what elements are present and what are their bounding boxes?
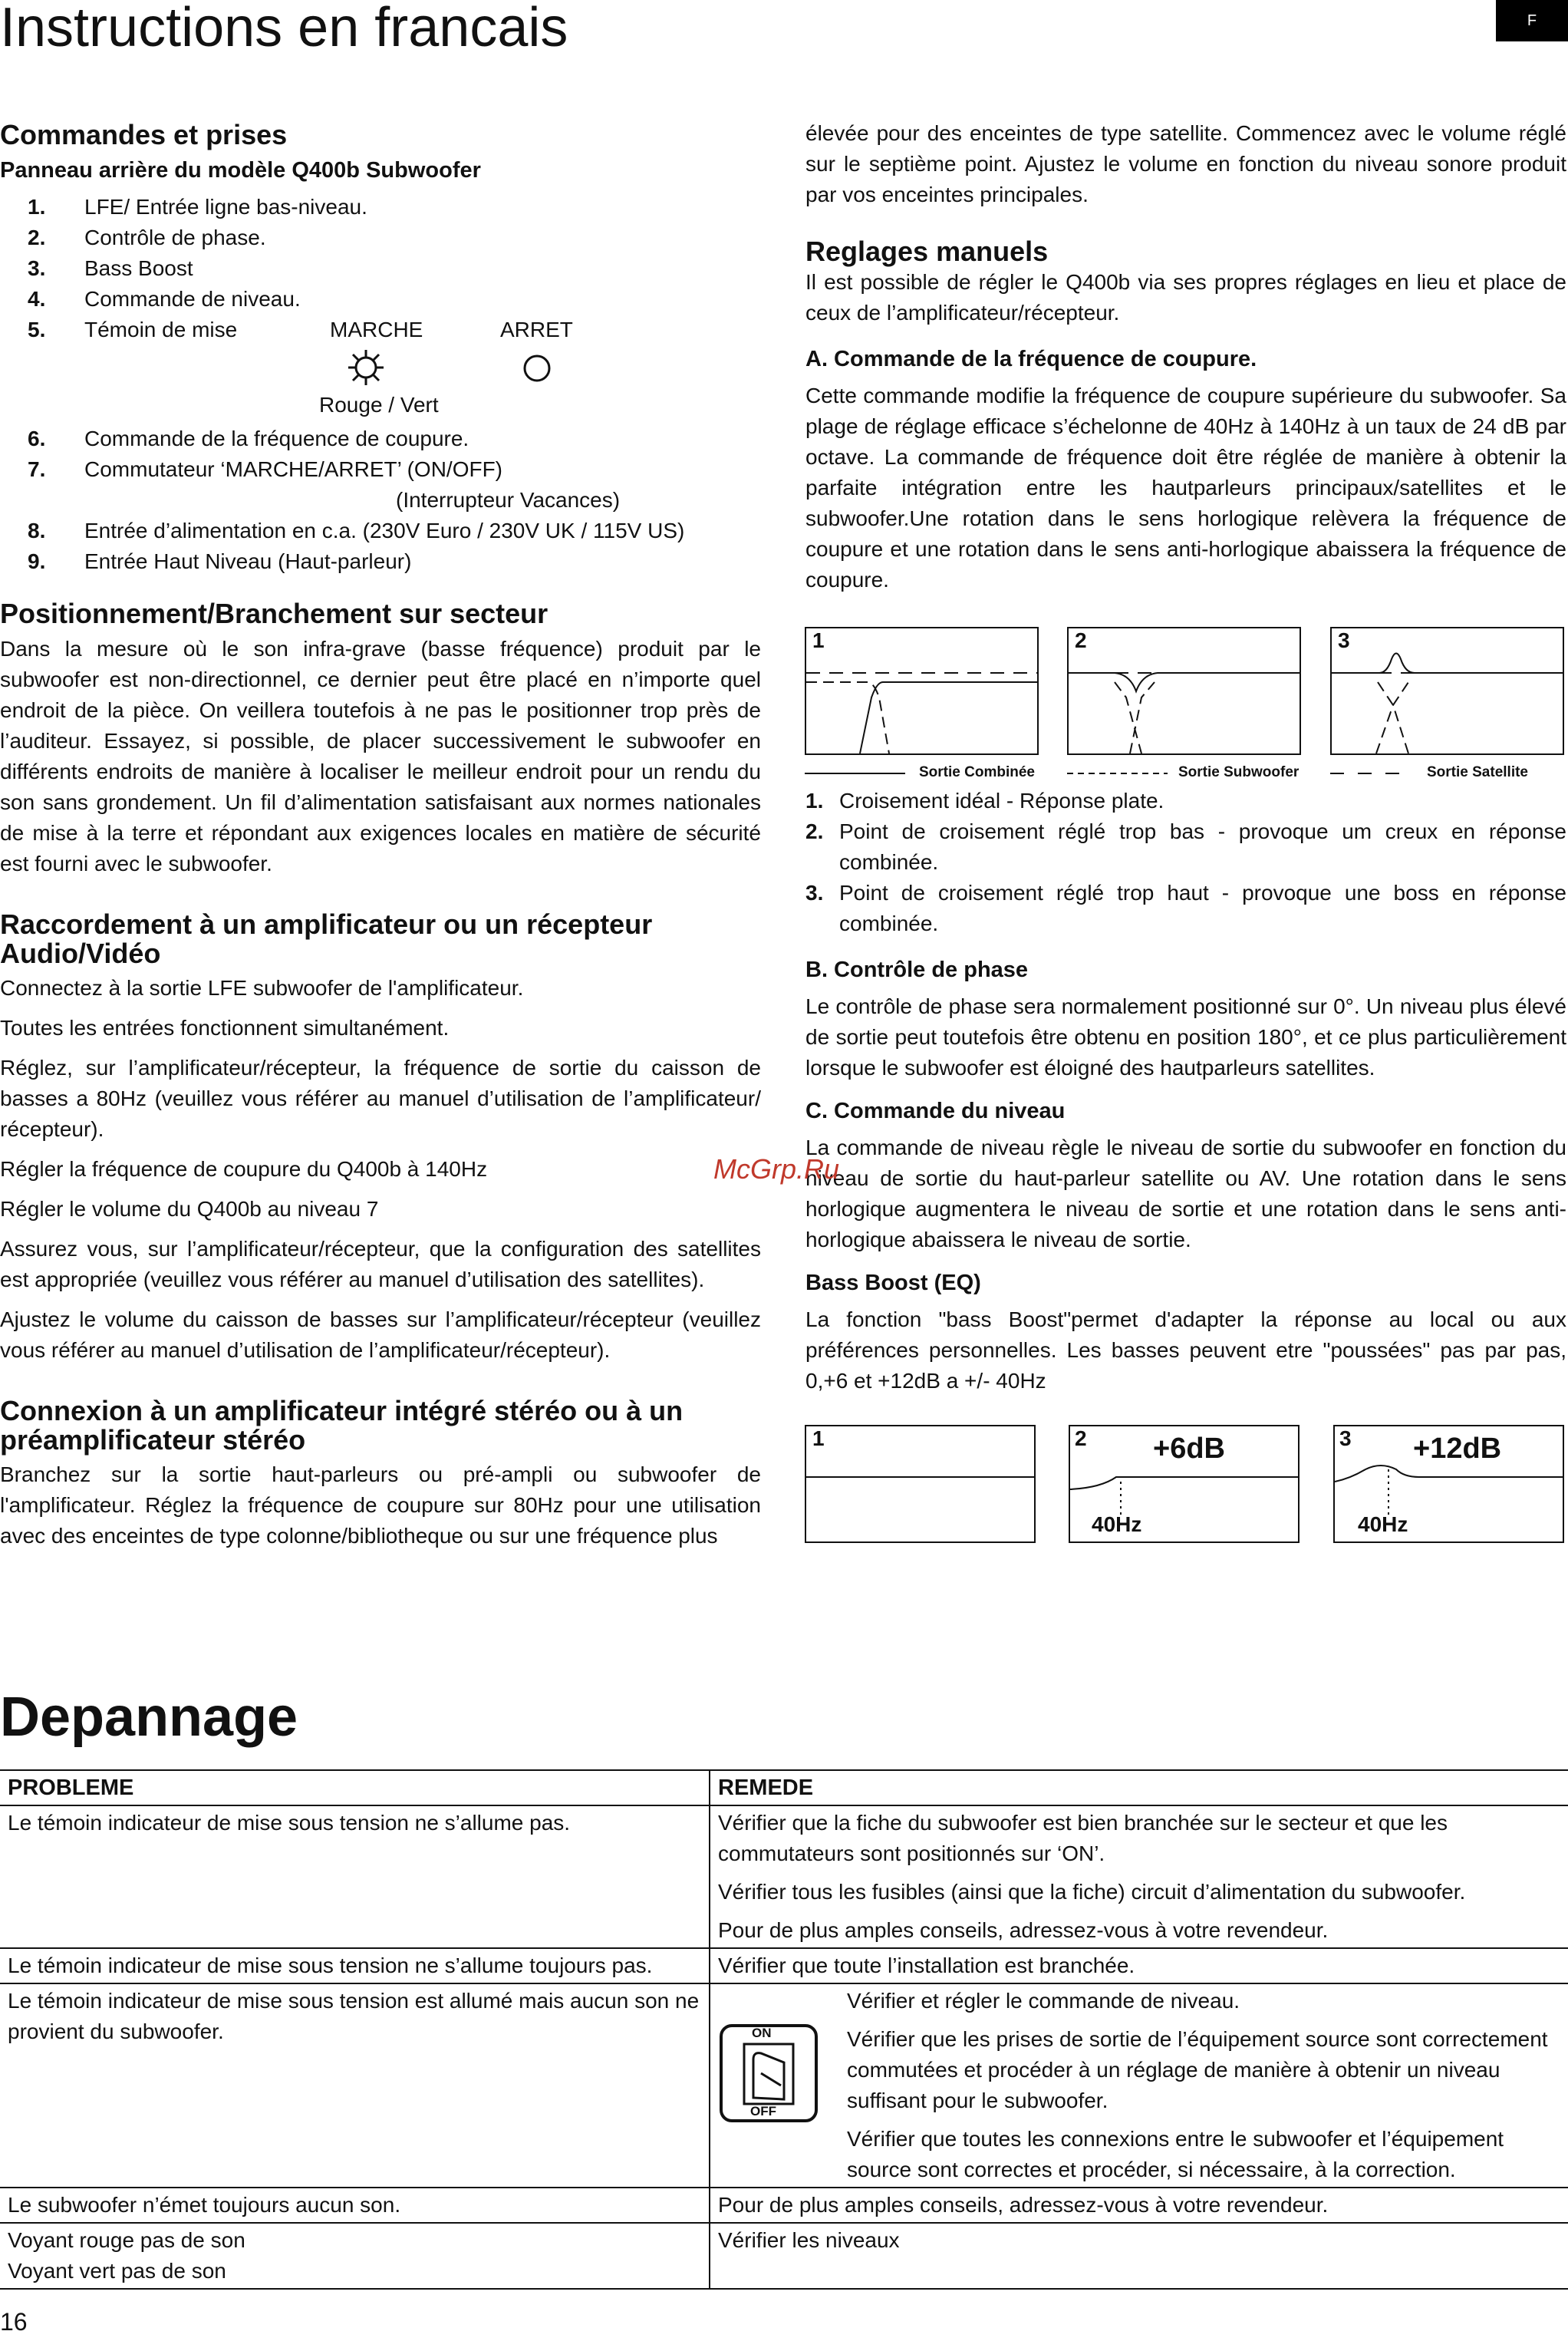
list-number: 7. xyxy=(28,457,46,481)
led-on-icon xyxy=(345,348,387,387)
list-text: Commutateur ‘MARCHE/ARRET’ (ON/OFF) xyxy=(84,457,503,481)
level-text: La commande de niveau règle le niveau de sortie du subwoofer en fonction du niveau de sortie du haut-parleur satellite ou AV. Une rotation dans le sens horlogique augmentera le niveau de sortie et une rotation dans le sens anti-horlogique abaissera le niveau de sortie. xyxy=(805,1136,1566,1251)
controls-list-b xyxy=(0,424,761,485)
bass-boost-text: La fonction "bass Boost"permet d'adapter la réponse au local ou aux préférences personnelles. Les basses peuvent etre "poussées" pas par pas, 0,+6 et +12dB a +/- 40Hz xyxy=(805,1307,1566,1393)
list-item xyxy=(805,786,1566,816)
av-paragraph: Toutes les entrées fonctionnent simultanément. xyxy=(0,1016,450,1040)
arret-label: ARRET xyxy=(500,318,573,341)
bass-boost-heading: Bass Boost (EQ) xyxy=(805,1271,981,1295)
boost-gain-12db: +12dB xyxy=(1413,1433,1502,1465)
boost-freq-2: 40Hz xyxy=(1092,1512,1142,1536)
list-number: 2. xyxy=(805,819,824,843)
legend-satellite: Sortie Satellite xyxy=(1427,764,1528,780)
table-row xyxy=(0,1805,1568,1948)
list-item xyxy=(0,546,761,577)
list-text: Contrôle de phase. xyxy=(84,226,266,249)
list-item xyxy=(0,424,761,454)
problem-cell xyxy=(0,1983,710,2188)
language-tab: F xyxy=(1496,0,1568,41)
list-number: 1. xyxy=(28,195,46,219)
bass-boost-diagram-3 xyxy=(1333,1425,1564,1543)
crossover-result-list xyxy=(805,786,1566,939)
stereo-text: Branchez sur la sortie haut-parleurs ou pré-ampli ou subwoofer de l'amplificateur. Réglez la fréquence de coupure sur 80Hz pour une utilisation avec des enceintes de type colonne/bibliotheque ou sur une fréquence plus xyxy=(0,1462,761,1548)
phase-text: Le contrôle de phase sera normalement positionné sur 0°. Un niveau plus élevé de sortie peut toutefois être obtenu en position 180°, et ce plus particulièrement lorsque le subwoofer est éloigné des hautparleurs satellites. xyxy=(805,994,1566,1080)
list-text: Commande de la fréquence de coupure. xyxy=(84,427,469,450)
table-header-row xyxy=(0,1770,1568,1805)
list-item xyxy=(805,816,1566,878)
remedy-text: Vérifier que toute l’installation est branchée. xyxy=(718,1954,1135,1977)
problem-cell xyxy=(0,1948,710,1983)
controls-heading: Commandes et prises xyxy=(0,119,288,150)
page-title: Instructions en francais xyxy=(0,0,568,58)
list-number: 1. xyxy=(805,789,824,813)
controls-subheading: Panneau arrière du modèle Q400b Subwoofer xyxy=(0,158,481,183)
problem-text: Le témoin indicateur de mise sous tension est allumé mais aucun son ne provient du subwoofer. xyxy=(8,1989,700,2043)
positioning-heading: Positionnement/Branchement sur secteur xyxy=(0,598,548,629)
problem-text: Voyant rouge pas de son xyxy=(8,2228,245,2252)
remedy-text: Vérifier que les prises de sortie de l’équipement source sont correctement commutées et procéder à un réglage de manière à obtenir un niveau suffisant pour le subwoofer. xyxy=(847,2027,1548,2112)
left-column xyxy=(0,120,761,1561)
troubleshooting-table xyxy=(0,1769,1568,2290)
marche-label: MARCHE xyxy=(330,318,423,341)
boost-gain-6db: +6dB xyxy=(1153,1433,1225,1465)
legend-combined: Sortie Combinée xyxy=(919,764,1035,780)
list-item xyxy=(0,192,761,223)
problem-text: Le témoin indicateur de mise sous tension ne s’allume pas. xyxy=(8,1811,571,1835)
list-number: 2. xyxy=(28,226,46,249)
remedy-text: Vérifier et régler le commande de niveau. xyxy=(847,1989,1240,2013)
remedy-text: Vérifier que toutes les connexions entre le subwoofer et l’équipement source sont correctes et procéder, si nécessaire, à la correction. xyxy=(847,2127,1504,2181)
right-column xyxy=(805,118,1566,605)
list-text: Croisement idéal - Réponse plate. xyxy=(839,789,1164,813)
problem-cell xyxy=(0,2223,710,2289)
list-item xyxy=(0,454,761,485)
av-heading: Raccordement à un amplificateur ou un récepteur Audio/Vidéo xyxy=(0,908,653,969)
stereo-continued-text: élevée pour des enceintes de type satellite. Commencez avec le volume réglé sur le septième point. Ajustez le volume en fonction du niveau sonore produit par vos enceintes principales. xyxy=(805,121,1566,206)
bass-boost-diagram-2 xyxy=(1069,1425,1300,1543)
list-item xyxy=(805,878,1566,939)
crossover-diagram-2 xyxy=(1067,627,1301,755)
table-row xyxy=(0,2223,1568,2289)
remedy-text: Pour de plus amples conseils, adressez-vous à votre revendeur. xyxy=(718,1918,1329,1942)
av-paragraph: Régler le volume du Q400b au niveau 7 xyxy=(0,1197,379,1221)
watermark: McGrp.Ru xyxy=(713,1153,840,1185)
remedy-cell xyxy=(710,1805,1568,1948)
boost-flat-curve xyxy=(806,1426,1034,1541)
list-text: Entrée Haut Niveau (Haut-parleur) xyxy=(84,549,412,573)
crossover-curve-ideal xyxy=(806,628,1037,753)
list-item xyxy=(0,253,761,284)
crossover-diagram-1 xyxy=(805,627,1039,755)
av-paragraph: Connectez à la sortie LFE subwoofer de l'amplificateur. xyxy=(0,976,524,1000)
problem-text: Le subwoofer n’émet toujours aucun son. xyxy=(8,2193,401,2217)
legend-subwoofer: Sortie Subwoofer xyxy=(1178,764,1300,780)
boost-label-1: 1 xyxy=(812,1426,825,1450)
list-text: Point de croisement réglé trop haut - provoque une boss en réponse combinée. xyxy=(839,881,1566,935)
list-number: 8. xyxy=(28,519,46,542)
item7-extra: (Interrupteur Vacances) xyxy=(396,488,621,512)
bass-boost-diagram-1 xyxy=(805,1425,1036,1543)
page-number: 16 xyxy=(0,2308,28,2336)
list-text: Témoin de mise xyxy=(84,318,238,341)
stereo-heading: Connexion à un amplificateur intégré stéréo ou à un préamplificateur stéréo xyxy=(0,1395,684,1456)
list-number: 3. xyxy=(805,881,824,905)
list-text: Entrée d’alimentation en c.a. (230V Euro / 230V UK / 115V US) xyxy=(84,519,685,542)
av-paragraph: Réglez, sur l’amplificateur/récepteur, la fréquence de sortie du caisson de basses a 80Hz (veuillez vous référer au manuel d’utilisation de l’amplificateur/ récepteur). xyxy=(0,1056,761,1141)
manual-text: Il est possible de régler le Q400b via ses propres réglages en lieu et place de ceux de l’amplificateur/récepteur. xyxy=(805,270,1566,325)
remedy-text: Vérifier que la fiche du subwoofer est bien branchée sur le secteur et que les commutateurs sont positionnés sur ‘ON’. xyxy=(718,1811,1448,1865)
av-paragraph: Assurez vous, sur l’amplificateur/récepteur, que la configuration des satellites est appropriée (veuillez vous référer au manuel d’utilisation des satellites). xyxy=(0,1237,761,1291)
remedy-cell xyxy=(710,2223,1568,2289)
list-number: 3. xyxy=(28,256,46,280)
crossover-curve-low xyxy=(1069,628,1300,753)
list-number: 5. xyxy=(28,318,46,341)
table-row xyxy=(0,2188,1568,2223)
list-text: Commande de niveau. xyxy=(84,287,301,311)
list-item xyxy=(0,284,761,315)
list-text: LFE/ Entrée ligne bas-niveau. xyxy=(84,195,367,219)
list-item xyxy=(0,516,761,546)
boost-label-2: 2 xyxy=(1075,1426,1087,1450)
remedy-cell xyxy=(710,2188,1568,2223)
manual-heading: Reglages manuels xyxy=(805,236,1049,267)
crossover-text: Cette commande modifie la fréquence de coupure supérieure du subwoofer. Sa plage de réglage efficace s’échelonne de 40Hz à 140Hz à un taux de 24 dB par octave. La commande de fréquence doit être réglée de manière à obtenir la parfaite intégration entre les hautparleurs principaux/satellites et le subwoofer.Une rotation dans le sens horlogique relèvera la fréquence de coupure et une rotation dans le sens anti-horlogique abaissera la fréquence de coupure. xyxy=(805,384,1566,592)
list-number: 4. xyxy=(28,287,46,311)
troubleshooting-title: Depannage xyxy=(0,1687,298,1748)
switch-on-label: ON xyxy=(752,2026,772,2040)
right-column-lower xyxy=(805,786,1566,1406)
diagram-label-3: 3 xyxy=(1338,628,1350,652)
boost-label-3: 3 xyxy=(1339,1426,1352,1450)
crossover-diagram-3 xyxy=(1330,627,1564,755)
av-paragraph: Régler la fréquence de coupure du Q400b à 140Hz xyxy=(0,1157,488,1181)
led-off-icon xyxy=(522,353,552,384)
header-remedy: REMEDE xyxy=(710,1770,1568,1805)
level-heading: C. Commande du niveau xyxy=(805,1099,1066,1123)
switch-off-label: OFF xyxy=(750,2104,776,2118)
list-number: 6. xyxy=(28,427,46,450)
av-paragraph: Ajustez le volume du caisson de basses sur l’amplificateur/récepteur (veuillez vous référer au manuel d’utilisation de l’amplificateur/récepteur). xyxy=(0,1307,761,1362)
list-number: 9. xyxy=(28,549,46,573)
remedy-cell xyxy=(710,1948,1568,1983)
boost-freq-3: 40Hz xyxy=(1358,1512,1408,1536)
led-color-label: Rouge / Vert xyxy=(319,393,439,417)
list-item xyxy=(0,223,761,253)
diagram-label-1: 1 xyxy=(812,628,825,652)
remedy-text: Vérifier tous les fusibles (ainsi que la fiche) circuit d’alimentation du subwoofer. xyxy=(718,1880,1466,1904)
crossover-heading: A. Commande de la fréquence de coupure. xyxy=(805,347,1257,371)
list-text: Bass Boost xyxy=(84,256,193,280)
table-row xyxy=(0,1983,1568,2188)
av-paragraphs xyxy=(0,973,761,1366)
diagram-label-2: 2 xyxy=(1075,628,1087,652)
list-text: Point de croisement réglé trop bas - provoque um creux en réponse combinée. xyxy=(839,819,1566,874)
crossover-curve-high xyxy=(1332,628,1563,753)
problem-cell xyxy=(0,2188,710,2223)
controls-list-c xyxy=(0,516,761,577)
power-switch-icon xyxy=(720,2024,818,2122)
remedy-text: Vérifier les niveaux xyxy=(718,2228,900,2252)
table-row xyxy=(0,1948,1568,1983)
remedy-cell xyxy=(710,1983,1568,2188)
header-problem: PROBLEME xyxy=(0,1770,710,1805)
phase-heading: B. Contrôle de phase xyxy=(805,958,1029,982)
positioning-text: Dans la mesure où le son infra-grave (basse fréquence) produit par le subwoofer est non-directionnel, ce dernier peut être placé en n’importe quel endroit de la pièce. On veillera toutefois à ne pas le positionner trop près de l’auditeur. Essayez, si possible, de placer successivement le subwoofer en différents endroits de manière à localiser le meilleur endroit pour un rendu du son sans grondement. Un fil d’alimentation satisfaisant aux normes nationales de mise à la terre et répondant aux exigences locales en matière de sécurité est fourni avec le subwoofer. xyxy=(0,637,761,875)
problem-cell xyxy=(0,1805,710,1948)
problem-text: Voyant vert pas de son xyxy=(8,2259,226,2283)
problem-text: Le témoin indicateur de mise sous tension ne s’allume toujours pas. xyxy=(8,1954,653,1977)
legend-lines xyxy=(0,766,1568,781)
remedy-text: Pour de plus amples conseils, adressez-vous à votre revendeur. xyxy=(718,2193,1329,2217)
